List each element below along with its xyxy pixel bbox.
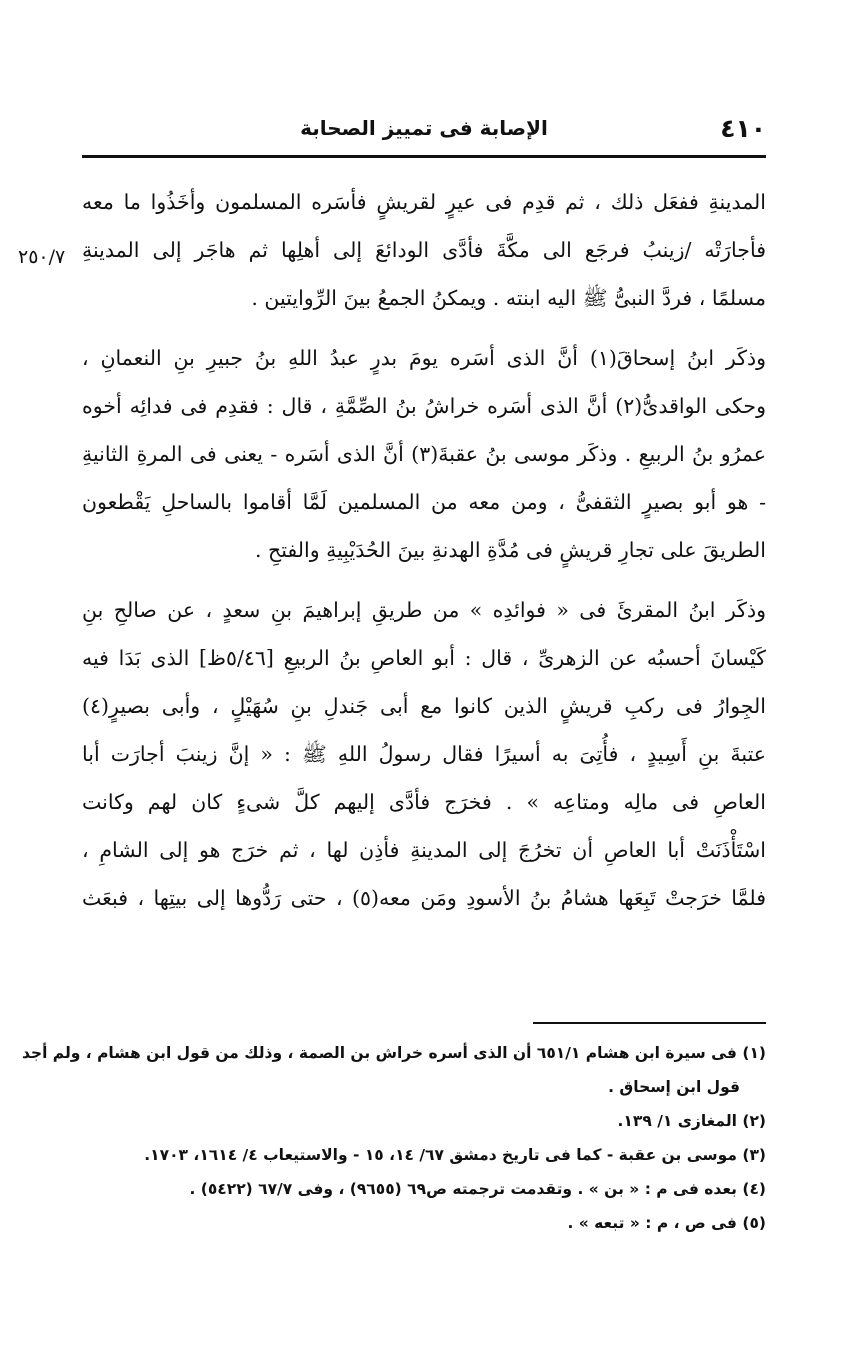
running-title: الإصابة فى تمييز الصحابة [300,116,548,140]
text-line: وذكَر ابنُ إسحاقَ(١) أنَّ الذى أسَره يومَ بدرٍ عبدُ اللهِ بنُ جبيرِ بنِ النعمانِ ، [82,346,766,370]
text-line: عمرُو بنُ الربيعِ . وذكَر موسى بنُ عقبةَ(٣) أنَّ الذى أسَره - يعنى فى المرةِ الثانيةِ [82,442,767,466]
text-line: المدينةِ ففعَل ذلك ، ثم قدِم فى عيرٍ لقريشٍ فأسَره المسلمون وأخَذُوا ما معه [82,190,766,214]
text-line: العاصِ فى مالِه ومتاعِه » . فخرَج فأدَّى إليهم كلَّ شىءٍ كان لهم وكانت [82,790,766,814]
text-line: فأجارَتْه /زينبُ فرجَع الى مكَّةَ فأدَّى الودائعَ إلى أهلِها ثم هاجَر إلى المدينةِ [82,238,766,262]
page-header [82,108,766,152]
footnote: (٥) فى ص ، م : « تبعه » . [567,1214,766,1232]
text-line: مسلمًا ، فردَّ النبىُّ ﷺ اليه ابنته . ويمكنُ الجمعُ بينَ الرِّوايتين . [251,286,766,310]
text-line: كَيْسانَ أحسبُه عن الزهرىِّ ، قال : أبو العاصِ بنُ الربيعِ [٥/٤٦ظ] الذى بَدَا فيه [82,646,766,670]
main-text [82,178,766,922]
text-line: الجِوارُ فى ركبِ قريشٍ الذين كانوا مع أبى جَندلِ بنِ سُهَيْلٍ ، وأبى بصيرٍ(٤) [82,694,766,718]
text-line: - هو أبو بصيرٍ الثقفىُّ ، ومن معه من المسلمين لَمَّا أقاموا بالساحلِ يَقْطعون [82,490,766,514]
footnote: (٣) موسى بن عقبة - كما فى تاريخ دمشق ٦٧/ ١٤، ١٥ - والاستيعاب ٤/ ١٦١٤، ١٧٠٣. [144,1146,766,1164]
footnote: (١) فى سيرة ابن هشام ٦٥١/١ أن الذى أسره خراش بن الصمة ، وذلك من قول ابن هشام ، ولم أجد [21,1044,766,1062]
margin-reference: ٢٥٠/٧ [18,246,66,268]
paragraph-gap [82,322,766,334]
paragraph-gap [82,574,766,586]
footnote: (٤) بعده فى م : « بن » . وتقدمت ترجمته ص٦٩ (٩٦٥٥) ، وفى ٦٧/٧ (٥٤٢٢) . [189,1180,766,1198]
text-line: وذكَر ابنُ المقرئَ فى « فوائدِه » من طريقِ إبراهيمَ بنِ سعدٍ ، عن صالحِ بنِ [82,598,766,622]
footnote-rule [533,1022,766,1024]
text-line: وحكى الواقدىُّ(٢) أنَّ الذى أسَره خراشُ بنُ الصِّمَّةِ ، قال : فقدِم فى فدائِه أخوه [82,394,766,418]
page-number: ٤١٠ [720,114,766,143]
footnotes [21,1036,766,1240]
text-line: فلمَّا خرَجتْ تَبِعَها هشامُ بنُ الأسودِ ومَن معه(٥) ، حتى رَدُّوها إلى بيتِها ، فبعَث [82,886,766,910]
text-line: عتبةَ بنِ أَسِيدٍ ، فأُتِىَ به أسيرًا فقال رسولُ اللهِ ﷺ : « إنَّ زينبَ أجارَت أبا [82,742,766,766]
text-line: الطريقَ على تجارِ قريشٍ فى مُدَّةِ الهدنةِ بينَ الحُدَيْبِيةِ والفتحِ . [254,538,766,562]
footnote-continuation: قول ابن إسحاق . [608,1078,740,1096]
text-line: اسْتَأْذَنَتْ أبا العاصِ أن تخرُجَ إلى المدينةِ فأذِن لها ، ثم خرَج هو إلى الشامِ ، [82,838,766,862]
footnote: (٢) المغازى ١/ ١٣٩. [617,1112,766,1130]
header-rule [82,155,766,158]
